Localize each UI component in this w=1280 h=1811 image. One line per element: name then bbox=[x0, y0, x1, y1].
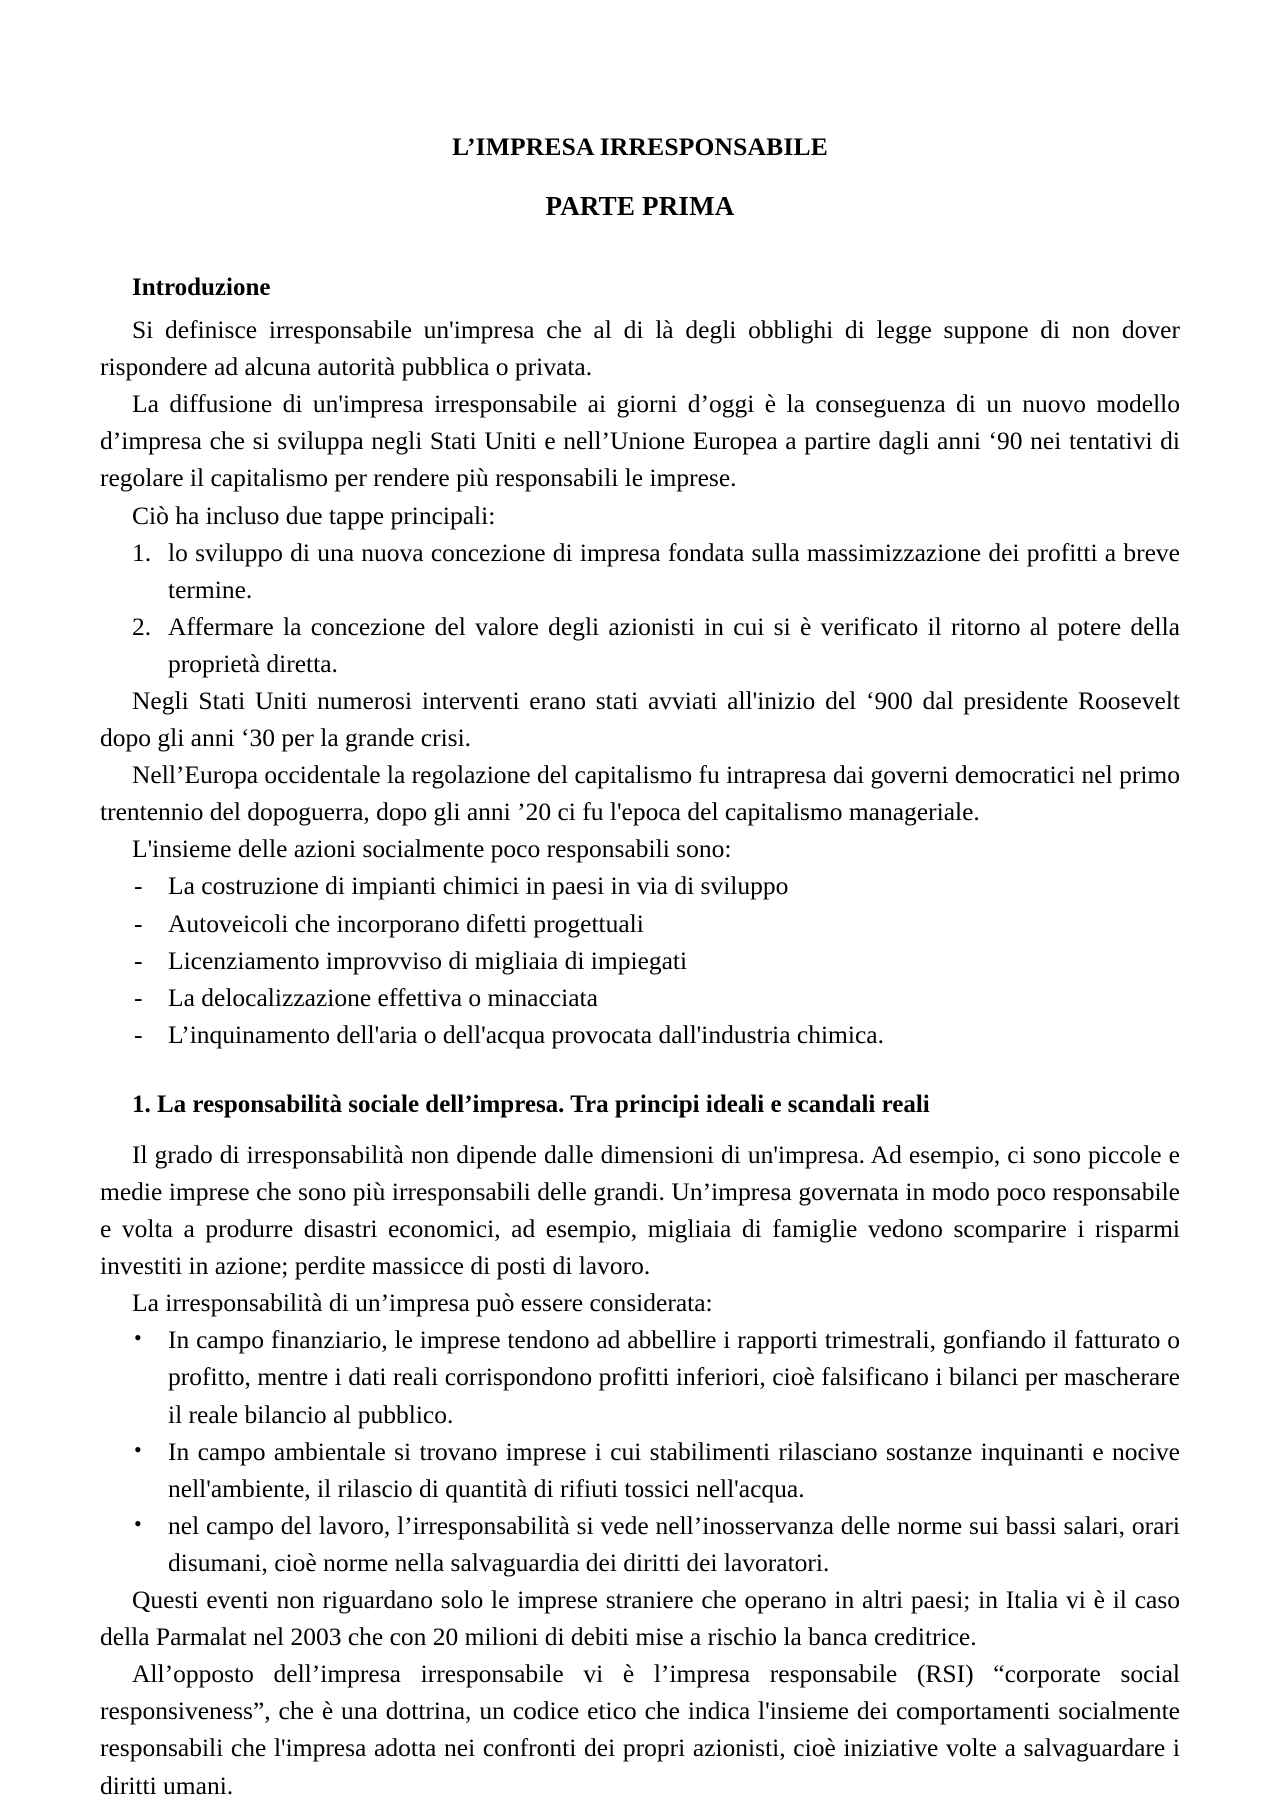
list-item-text: In campo finanziario, le imprese tendono ad abbellire i rapporti trimestrali, gonfiando il fatturato o profitto, mentre i dati reali corrispondono profitti inferiori, cioè falsificano i bilanci per mascherare il reale bilancio al pubblico. bbox=[168, 1325, 1180, 1429]
section-1-paragraph-3: Questi eventi non riguardano solo le imprese straniere che operano in altri paesi; in Italia vi è il caso della Parmalat nel 2003 che con 20 milioni di debiti mise a rischio la banca creditrice. bbox=[100, 1585, 1180, 1652]
list-item bbox=[100, 1507, 1180, 1581]
list-item bbox=[100, 905, 1180, 942]
intro-paragraph-2: La diffusione di un'impresa irresponsabile ai giorni d’oggi è la conseguenza di un nuovo modello d’impresa che si sviluppa negli Stati Uniti e nell’Unione Europea a partire dagli anni ‘90 nei tentativi di regolare il capitalismo per rendere più responsabili le imprese. bbox=[100, 389, 1180, 493]
list-item bbox=[100, 867, 1180, 904]
dash-bullet-list bbox=[100, 867, 1180, 1052]
intro-paragraph-1: Si definisce irresponsabile un'impresa che al di là degli obblighi di legge suppone di non dover rispondere ad alcuna autorità pubblica o privata. bbox=[100, 315, 1180, 382]
section-1-heading: 1. La responsabilità sociale dell’impresa. Tra principi ideali e scandali reali bbox=[132, 1090, 930, 1118]
bullet-icon: • bbox=[134, 1325, 142, 1351]
list-item-text: Autoveicoli che incorporano difetti progettuali bbox=[168, 908, 644, 938]
list-item-text: nel campo del lavoro, l’irresponsabilità si vede nell’inosservanza delle norme sui bassi salari, orari disumani, cioè norme nella salvaguardia dei diritti dei lavoratori. bbox=[168, 1510, 1180, 1577]
list-item bbox=[100, 608, 1180, 682]
introduzione-heading: Introduzione bbox=[132, 274, 271, 302]
round-bullet-list bbox=[100, 1321, 1180, 1581]
dash-marker: - bbox=[134, 982, 143, 1012]
list-item bbox=[100, 1016, 1180, 1053]
bullet-icon: • bbox=[134, 1436, 142, 1462]
dash-marker: - bbox=[134, 945, 143, 975]
intro-paragraph-6: L'insieme delle azioni socialmente poco responsabili sono: bbox=[132, 834, 732, 864]
document-body bbox=[100, 128, 1180, 1804]
bullet-icon: • bbox=[134, 1510, 142, 1536]
section-1-paragraph-2: La irresponsabilità di un’impresa può essere considerata: bbox=[132, 1288, 713, 1318]
list-item-text: Affermare la concezione del valore degli azionisti in cui si è verificato il ritorno al potere della proprietà diretta. bbox=[168, 611, 1180, 678]
list-item-text: In campo ambientale si trovano imprese i cui stabilimenti rilasciano sostanze inquinanti e nocive nell'ambiente, il rilascio di quantità di rifiuti tossici nell'acqua. bbox=[168, 1436, 1180, 1503]
list-item-text: Licenziamento improvviso di migliaia di impiegati bbox=[168, 945, 688, 975]
intro-paragraph-4: Negli Stati Uniti numerosi interventi erano stati avviati all'inizio del ‘900 dal presidente Roosevelt dopo gli anni ‘30 per la grande crisi. bbox=[100, 685, 1180, 753]
numbered-list bbox=[100, 534, 1180, 682]
dash-marker: - bbox=[134, 1019, 143, 1049]
list-item-text: La delocalizzazione effettiva o minacciata bbox=[168, 982, 598, 1012]
document-subtitle: PARTE PRIMA bbox=[545, 191, 735, 222]
list-item bbox=[100, 942, 1180, 979]
list-marker: 1. bbox=[132, 537, 152, 567]
list-item bbox=[100, 1321, 1180, 1432]
section-1-paragraph-1: Il grado di irresponsabilità non dipende dalle dimensioni di un'impresa. Ad esempio, ci sono piccole e medie imprese che sono più irresponsabili delle grandi. Un’impresa governata in modo poco responsabile e volta a produrre disastri economici, ad esempio, migliaia di famiglie vedono scomparire i risparmi investiti in azione; perdite massicce di posti di lavoro. bbox=[100, 1139, 1180, 1281]
list-item-text: lo sviluppo di una nuova concezione di impresa fondata sulla massimizzazione dei profitti a breve termine. bbox=[168, 537, 1180, 604]
list-item-text: La costruzione di impianti chimici in paesi in via di sviluppo bbox=[168, 871, 789, 901]
list-item bbox=[100, 1433, 1180, 1507]
intro-paragraph-3: Ciò ha incluso due tappe principali: bbox=[132, 500, 496, 530]
intro-paragraph-5: Nell’Europa occidentale la regolazione del capitalismo fu intrapresa dai governi democratici nel primo trentennio del dopoguerra, dopo gli anni ’20 ci fu l'epoca del capitalismo manageriale. bbox=[100, 760, 1180, 827]
dash-marker: - bbox=[134, 871, 143, 901]
list-item-text: L’inquinamento dell'aria o dell'acqua provocata dall'industria chimica. bbox=[168, 1019, 884, 1049]
list-item bbox=[100, 534, 1180, 608]
list-marker: 2. bbox=[132, 611, 152, 641]
dash-marker: - bbox=[134, 908, 143, 938]
list-item bbox=[100, 979, 1180, 1016]
section-1-paragraph-4: All’opposto dell’impresa irresponsabile vi è l’impresa responsabile (RSI) “corporate social responsiveness”, che è una dottrina, un codice etico che indica l'insieme dei comportamenti socialmente responsabili che l'impresa adotta nei confronti dei propri azionisti, cioè iniziative volte a salvaguardare i diritti umani. bbox=[100, 1659, 1180, 1800]
document-title: L’IMPRESA IRRESPONSABILE bbox=[452, 132, 828, 161]
